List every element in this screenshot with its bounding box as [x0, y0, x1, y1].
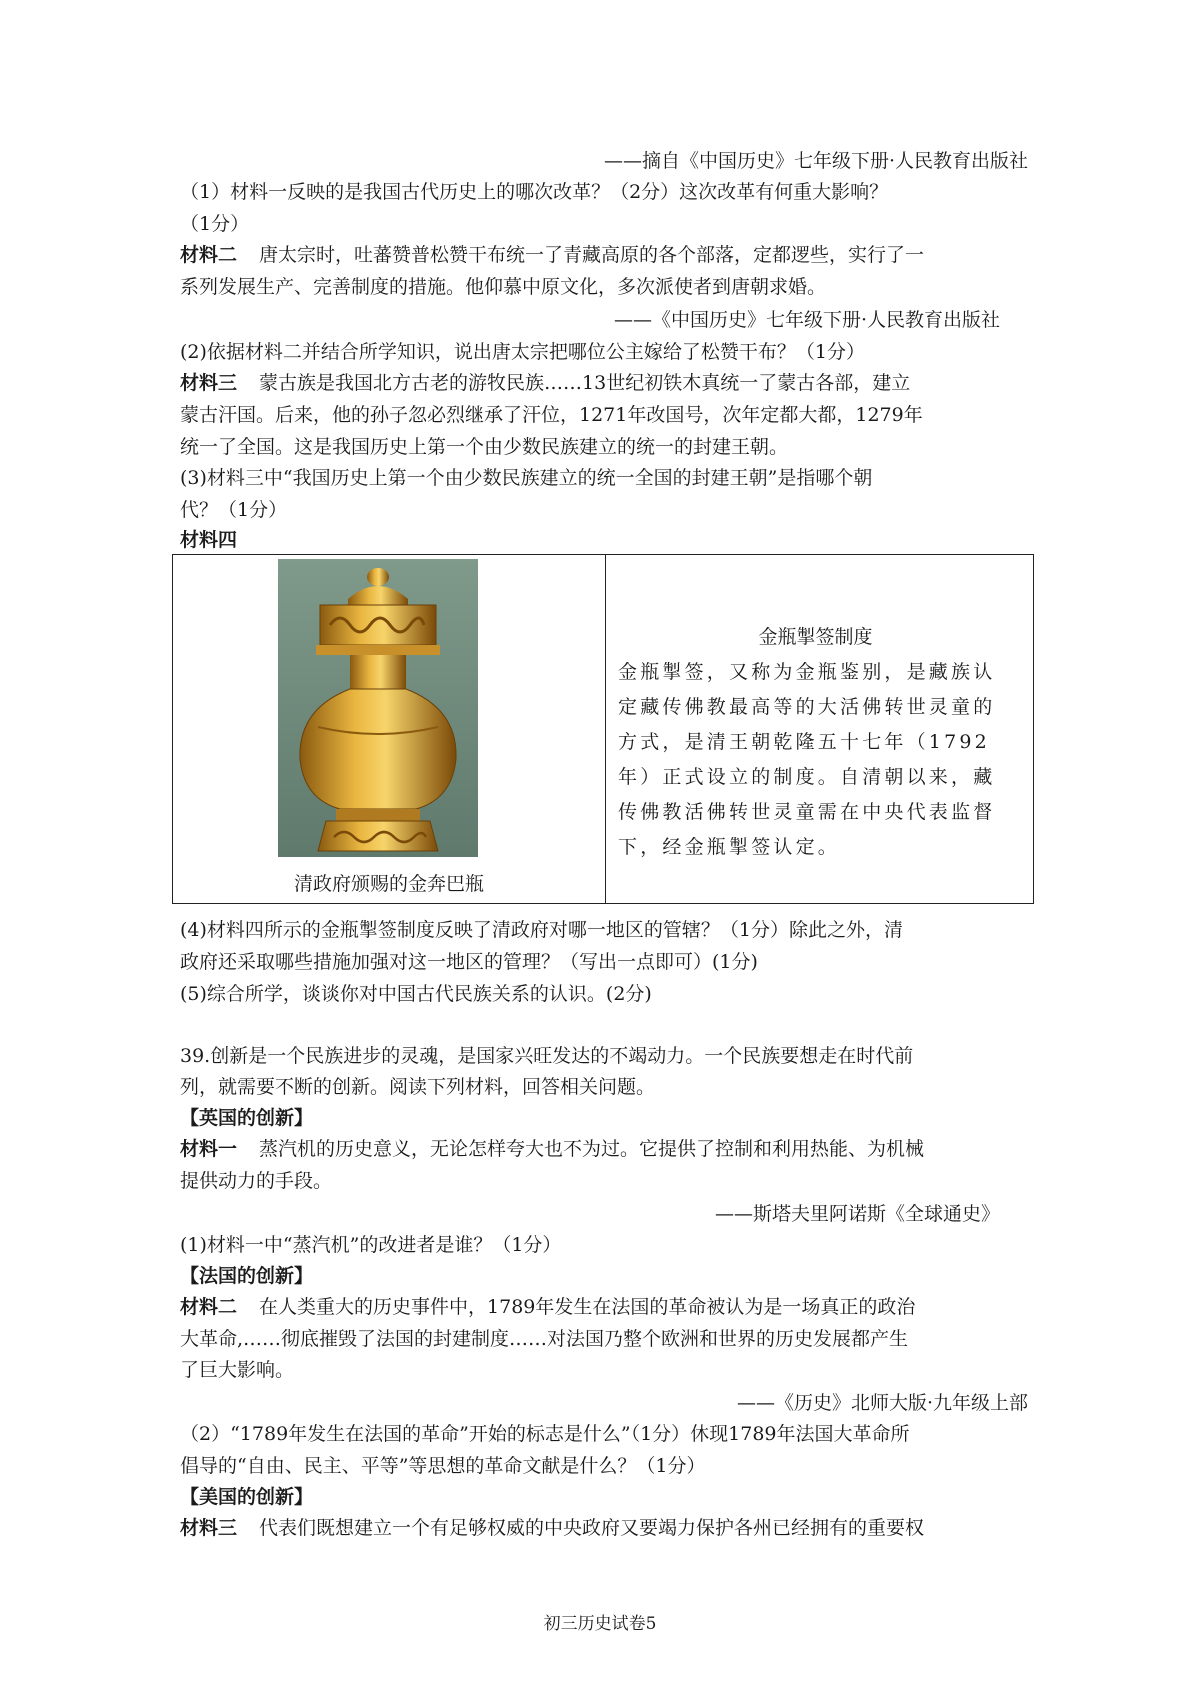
- question-line: （1分）: [180, 213, 250, 235]
- source-citation: ——《历史》北师大版·九年级上部: [736, 1392, 1028, 1414]
- question-line: (1)材料一中“蒸汽机”的改进者是谁？（1分）: [180, 1234, 562, 1256]
- question-line: （1）材料一反映的是我国古代历史上的哪次改革？（2分）这次改革有何重大影响？: [180, 181, 889, 203]
- question-line: (2)依据材料二并结合所学知识，说出唐太宗把哪位公主嫁给了松赞干布？（1分）: [180, 341, 866, 363]
- question-line: 代？（1分）: [180, 499, 288, 521]
- material-paragraph: [180, 1513, 924, 1543]
- system-title: 金瓶掣签制度: [758, 626, 873, 648]
- material-four-table: [172, 554, 1034, 904]
- system-description: [618, 620, 1013, 865]
- section-heading-france: 【法国的创新】: [180, 1265, 314, 1287]
- material-label: 材料三: [180, 1517, 238, 1539]
- material-label: 材料二: [180, 244, 238, 266]
- material-paragraph: [180, 1134, 924, 1164]
- text-cell: [606, 555, 1034, 904]
- question-39-line: 列，就需要不断的创新。阅读下列材料，回答相关问题。: [180, 1076, 656, 1098]
- material-text: 系列发展生产、完善制度的措施。他仰慕中原文化，多次派使者到唐朝求婚。: [180, 276, 827, 298]
- source-citation: ——《中国历史》七年级下册·人民教育出版社: [613, 309, 1000, 331]
- material-text: 大革命,……彻底摧毁了法国的封建制度……对法国乃整个欧洲和世界的历史发展都产生: [180, 1328, 909, 1350]
- material-text: 唐太宗时，吐蕃赞普松赞干布统一了青藏高原的各个部落，定都逻些，实行了一: [259, 244, 925, 266]
- material-text: 蒙古族是我国北方古老的游牧民族……13世纪初铁木真统一了蒙古各部，建立: [259, 372, 911, 394]
- question-line: (3)材料三中“我国历史上第一个由少数民族建立的统一全国的封建王朝”是指哪个朝: [180, 467, 873, 489]
- material-text: 提供动力的手段。: [180, 1170, 333, 1192]
- material-label: 材料四: [180, 529, 238, 551]
- question-line: 政府还采取哪些措施加强对这一地区的管理？（写出一点即可）(1分): [180, 951, 758, 973]
- source-citation: ——斯塔夫里阿诺斯《全球通史》: [714, 1203, 1000, 1225]
- material-text: 在人类重大的历史事件中，1789年发生在法国的革命被认为是一场真正的政治: [259, 1296, 916, 1318]
- image-cell: [173, 555, 606, 904]
- material-label: 材料一: [180, 1138, 238, 1160]
- material-paragraph: [180, 240, 924, 270]
- material-paragraph: [180, 368, 910, 398]
- image-caption: 清政府颁赐的金奔巴瓶: [293, 873, 484, 895]
- source-citation: ——摘自《中国历史》七年级下册·人民教育出版社: [603, 150, 1028, 172]
- material-text: 蒙古汗国。后来，他的孙子忽必烈继承了汗位，1271年改国号，次年定都大都，1279年: [180, 404, 923, 426]
- question-line: （2）“1789年发生在法国的革命”开始的标志是什么”（1分）休现1789年法国大革命所: [180, 1423, 910, 1445]
- question-line: (5)综合所学，谈谈你对中国古代民族关系的认识。(2分): [180, 983, 652, 1005]
- material-label: 材料三: [180, 372, 238, 394]
- material-text: 代表们既想建立一个有足够权威的中央政府又要竭力保护各州已经拥有的重要权: [259, 1517, 925, 1539]
- question-line: 倡导的“自由、民主、平等”等思想的革命文献是什么？（1分）: [180, 1455, 706, 1477]
- page-footer: 初三历史试卷5: [543, 1614, 657, 1634]
- material-text: 了巨大影响。: [180, 1359, 295, 1381]
- material-text: 蒸汽机的历史意义，无论怎样夸大也不为过。它提供了控制和利用热能、为机械: [259, 1138, 925, 1160]
- golden-vase-image: [278, 559, 478, 857]
- question-line: (4)材料四所示的金瓶掣签制度反映了清政府对哪一地区的管辖？（1分）除此之外，清: [180, 919, 904, 941]
- material-label: 材料二: [180, 1296, 238, 1318]
- section-heading-usa: 【美国的创新】: [180, 1486, 314, 1508]
- material-paragraph: [180, 1292, 915, 1322]
- question-39-line: 39.创新是一个民族进步的灵魂，是国家兴旺发达的不竭动力。一个民族要想走在时代前: [180, 1045, 914, 1067]
- material-text: 统一了全国。这是我国历史上第一个由少数民族建立的统一的封建王朝。: [180, 436, 789, 458]
- system-body: 金瓶掣签，又称为金瓶鉴别，是藏族认定藏传佛教最高等的大活佛转世灵童的方式，是清王朝乾隆五十七年（1792年）正式设立的制度。自清朝以来，藏传佛教活佛转世灵童需在中央代表监督下，经金瓶掣签认定。: [618, 661, 996, 858]
- section-heading-uk: 【英国的创新】: [180, 1107, 314, 1129]
